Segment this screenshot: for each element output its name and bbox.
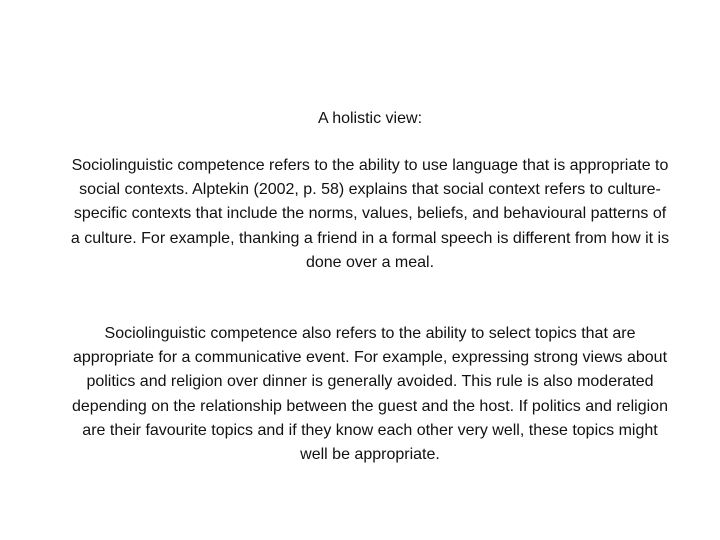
slide-heading: A holistic view:: [317, 110, 423, 127]
paragraph-topic-selection: Sociolinguistic competence also refers to the ability to select topics that are appropriate for a communicative event. For example, expressing strong views about politics and religion over dinner is generally avoided. This rule is also moderated depending on the relationship between the guest and the host. If politics and religion are their favourite topics and if they know each other very well, these topics might well be appropriate.: [72, 325, 668, 464]
paragraph-definition: Sociolinguistic competence refers to the ability to use language that is appropriate to social contexts. Alptekin (2002, p. 58) explains that social context refers to culture-specific contexts that include the norms, values, beliefs, and behavioural patterns of a culture. For example, thanking a friend in a formal speech is different from how it is done over a meal.: [70, 157, 670, 271]
